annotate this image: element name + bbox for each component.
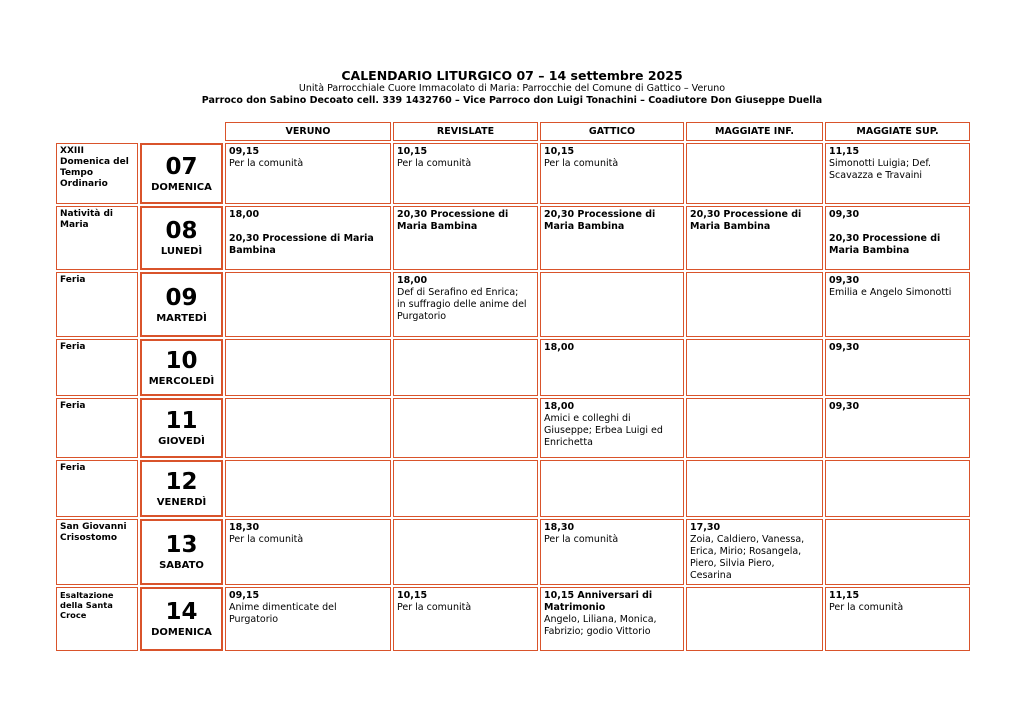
mass-cell (540, 519, 684, 585)
document-header (0, 68, 1024, 107)
mass-intention: Anime dimenticate del Purgatorio (229, 602, 337, 625)
mass-cell (686, 460, 823, 517)
mass-intention: Per la comunità (397, 158, 472, 169)
mass-time: 10,15 (397, 146, 428, 157)
day-box (140, 272, 223, 337)
mass-cell (540, 339, 684, 396)
day-number: 09 (165, 284, 198, 311)
weekday-name: VENERDÌ (156, 496, 207, 508)
mass-intention: Simonotti Luigia; Def. Scavazza e Travaini (829, 158, 932, 181)
header-spacer (56, 122, 138, 141)
mass-cell (393, 272, 538, 337)
day-box (140, 398, 223, 458)
mass-cell (393, 460, 538, 517)
mass-cell (825, 398, 970, 458)
table-row (56, 519, 970, 585)
mass-cell (225, 272, 391, 337)
mass-cell (225, 398, 391, 458)
mass-time: 18,00 (544, 401, 575, 412)
mass-time: 11,15 (829, 590, 860, 601)
mass-time: 10,15 (397, 590, 428, 601)
mass-time: 09,30 (829, 275, 860, 286)
feast-name: Feria (56, 272, 138, 337)
day-number: 08 (165, 218, 198, 244)
clergy-line: Parroco don Sabino Decoato cell. 339 1432760 – Vice Parroco don Luigi Tonachini – Coadiutore Don Giuseppe Duella (201, 95, 823, 106)
mass-time: 18,00 (544, 342, 575, 353)
mass-cell (825, 143, 970, 204)
mass-time: 09,30 (829, 342, 860, 353)
day-box (140, 206, 223, 270)
table-row (56, 460, 970, 517)
feast-name: Feria (56, 460, 138, 517)
day-box (140, 587, 223, 651)
mass-time: 18,00 (229, 209, 260, 220)
mass-cell (225, 143, 391, 204)
mass-time: 18,30 (229, 522, 260, 533)
feast-name: Natività di Maria (56, 206, 138, 270)
mass-intention: Per la comunità (397, 602, 472, 613)
mass-cell (686, 143, 823, 204)
day-number: 11 (165, 408, 198, 434)
mass-cell (225, 206, 391, 270)
mass-cell (540, 460, 684, 517)
mass-intention: Emilia e Angelo Simonotti (829, 287, 952, 298)
mass-cell (540, 272, 684, 337)
feast-name: San Giovanni Crisostomo (56, 519, 138, 585)
mass-cell (686, 519, 823, 585)
mass-cell (540, 206, 684, 270)
day-box (140, 519, 223, 585)
column-header-veruno: VERUNO (225, 122, 391, 141)
mass-time: 09,15 (229, 146, 260, 157)
mass-cell (225, 339, 391, 396)
document-title: CALENDARIO LITURGICO 07 – 14 settembre 2025 (341, 68, 683, 83)
mass-time: 09,15 (229, 590, 260, 601)
procession-note: 20,30 Processione di Maria Bambina (229, 233, 374, 256)
weekday-name: MARTEDÌ (156, 312, 207, 324)
document-subtitle: Unità Parrocchiale Cuore Immacolato di Maria: Parrocchie del Comune di Gattico – Veruno (298, 83, 726, 94)
mass-time: 11,15 (829, 146, 860, 157)
mass-time: 17,30 (690, 522, 721, 533)
mass-cell (825, 587, 970, 651)
mass-cell (686, 206, 823, 270)
mass-cell (393, 519, 538, 585)
mass-intention: Per la comunità (544, 158, 619, 169)
mass-cell (225, 587, 391, 651)
column-header-maggiate-inf: MAGGIATE INF. (686, 122, 823, 141)
mass-time: 20,30 Processione di Maria Bambina (544, 209, 656, 232)
mass-cell (393, 398, 538, 458)
mass-cell (825, 272, 970, 337)
mass-cell (393, 339, 538, 396)
table-row (56, 272, 970, 337)
mass-cell (225, 460, 391, 517)
feast-name: XXIII Domenica del Tempo Ordinario (56, 143, 138, 204)
column-header-row (56, 122, 970, 141)
table-row (56, 398, 970, 458)
mass-intention: Amici e colleghi di Giuseppe; Erbea Luigi ed Enrichetta (544, 413, 663, 448)
feast-name: Esaltazione della Santa Croce (56, 587, 138, 651)
line-gap (829, 221, 966, 233)
feast-name: Feria (56, 339, 138, 396)
column-header-gattico: GATTICO (540, 122, 684, 141)
mass-time: 10,15 Anniversari di Matrimonio (544, 590, 653, 613)
mass-intention: Zoia, Caldiero, Vanessa, Erica, Mirio; Rosangela, Piero, Silvia Piero, Cesarina (690, 534, 805, 581)
day-number: 14 (165, 599, 198, 625)
weekday-name: SABATO (159, 560, 204, 571)
mass-time: 20,30 Processione di Maria Bambina (690, 209, 802, 232)
mass-time: 18,30 (544, 522, 575, 533)
mass-cell (540, 398, 684, 458)
weekday-name: GIOVEDÌ (158, 436, 205, 447)
table-row (56, 206, 970, 270)
line-gap (229, 221, 387, 233)
table-row (56, 143, 970, 204)
day-number: 10 (165, 347, 198, 374)
day-number: 13 (165, 532, 198, 558)
mass-time: 09,30 (829, 209, 860, 220)
mass-time: 10,15 (544, 146, 575, 157)
mass-cell (686, 272, 823, 337)
mass-intention: Def di Serafino ed Enrica; in suffragio delle anime del Purgatorio (397, 287, 527, 322)
mass-cell (540, 143, 684, 204)
mass-intention: Angelo, Liliana, Monica, Fabrizio; godio Vittorio (544, 614, 657, 637)
mass-cell (825, 206, 970, 270)
weekday-name: MERCOLEDÌ (148, 375, 215, 387)
table-row (56, 587, 970, 651)
table-row (56, 339, 970, 396)
day-box (140, 339, 223, 396)
mass-cell (825, 460, 970, 517)
mass-cell (825, 519, 970, 585)
procession-note: 20,30 Processione di Maria Bambina (829, 233, 941, 256)
column-header-maggiate-sup: MAGGIATE SUP. (825, 122, 970, 141)
mass-time: 20,30 Processione di Maria Bambina (397, 209, 509, 232)
feast-name: Feria (56, 398, 138, 458)
day-box (140, 460, 223, 517)
day-number: 12 (165, 468, 198, 495)
weekday-name: DOMENICA (151, 181, 212, 193)
weekday-name: LUNEDÌ (160, 246, 203, 257)
mass-cell (686, 587, 823, 651)
mass-intention: Per la comunità (544, 534, 619, 545)
mass-cell (225, 519, 391, 585)
column-header-revislate: REVISLATE (393, 122, 538, 141)
mass-time: 18,00 (397, 275, 428, 286)
mass-time: 09,30 (829, 401, 860, 412)
liturgical-calendar-table (54, 120, 972, 653)
mass-cell (393, 143, 538, 204)
mass-cell (825, 339, 970, 396)
mass-intention: Per la comunità (229, 158, 304, 169)
mass-intention: Per la comunità (229, 534, 304, 545)
day-box (140, 143, 223, 204)
mass-cell (686, 398, 823, 458)
mass-cell (393, 587, 538, 651)
mass-cell (393, 206, 538, 270)
day-number: 07 (165, 153, 198, 180)
mass-cell (540, 587, 684, 651)
mass-intention: Per la comunità (829, 602, 904, 613)
mass-cell (686, 339, 823, 396)
weekday-name: DOMENICA (151, 627, 212, 638)
header-spacer (140, 122, 223, 141)
